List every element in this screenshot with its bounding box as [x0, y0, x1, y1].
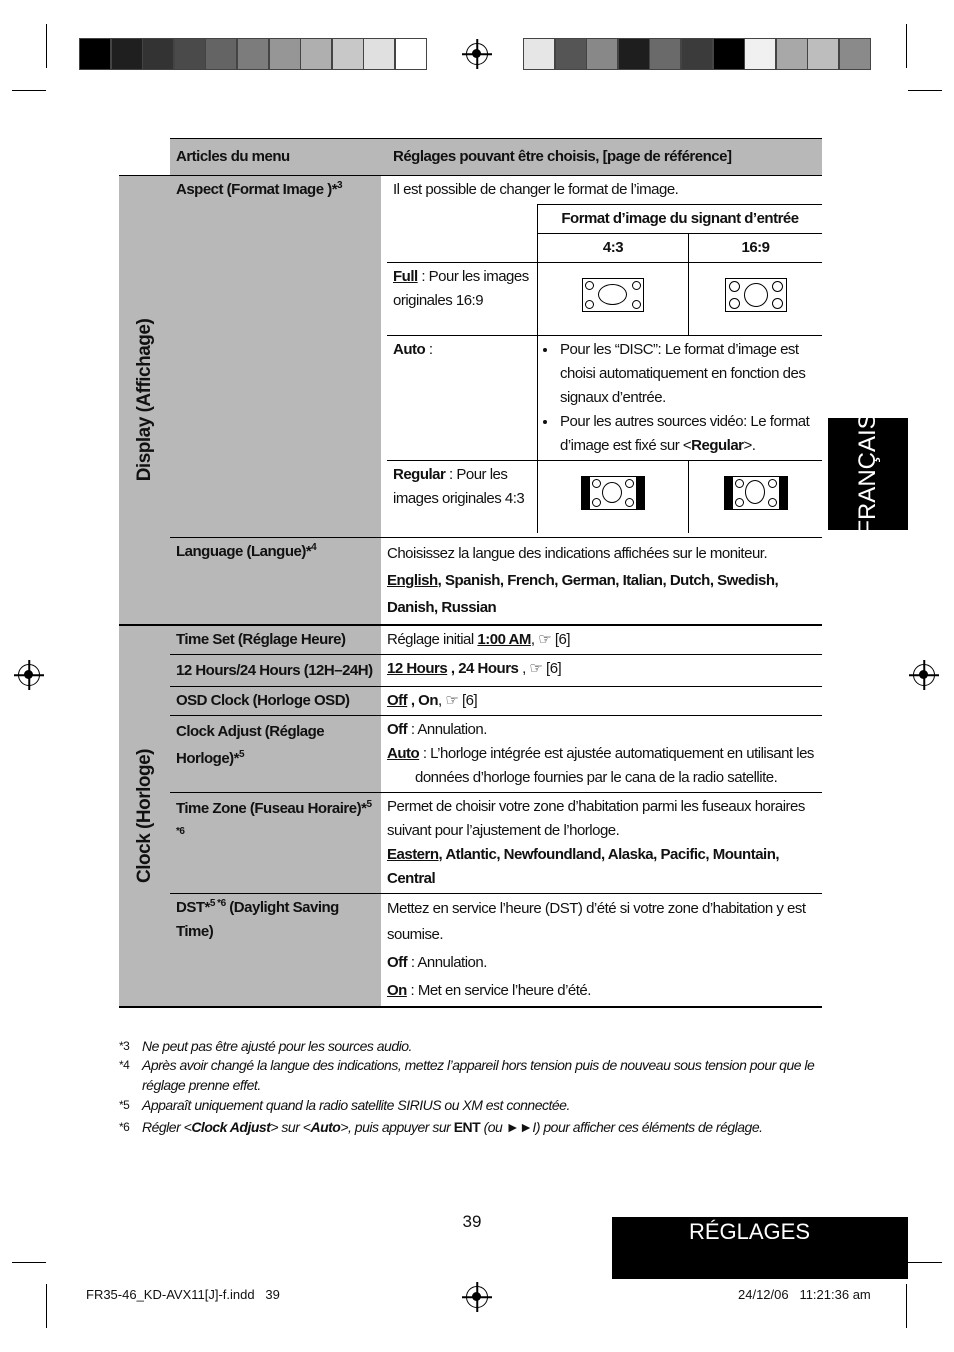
settings-table — [119, 138, 822, 1008]
color-swatch — [523, 38, 555, 70]
color-swatch — [681, 38, 713, 70]
table-row-time-set — [119, 625, 822, 655]
regular-16-9-screen-icon — [724, 476, 788, 510]
dst-settings: Mettez en service l’heure (DST) d’été si votre zone d’habitation y est soumise. Off : Annulation. On : Met en service l’heure d’été. — [381, 894, 822, 1008]
slug-date: 24/12/06 11:21:36 am — [738, 1287, 871, 1302]
registration-mark-icon — [466, 43, 488, 65]
osd-settings: Off , On, ☞ [6] — [381, 687, 822, 716]
crop-mark — [906, 24, 907, 68]
footnote-4: *4 Après avoir changé la langue des indications, mettez l’appareil hors tension puis de nouveau sous tension pour que le réglage prenne effet. — [119, 1057, 815, 1093]
header-menu-items: Articles du menu — [170, 139, 381, 176]
aspect-settings — [381, 176, 822, 538]
crop-mark — [12, 1262, 46, 1263]
time-zone-settings: Permet de choisir votre zone d’habitation parmi les fuseaux horaires suivant pour l’ajustement de l’horloge. Eastern, Atlantic, Newfoundland, Alaska, Pacific, Mountain, Central — [381, 793, 822, 894]
color-swatch — [807, 38, 839, 70]
color-swatch — [618, 38, 650, 70]
section-tab — [612, 1217, 908, 1279]
aspect-label: Aspect (Format Image )*$^3$ — [170, 176, 381, 538]
footnote-6: *6 Régler <Clock Adjust> sur <Auto>, puis appuyer sur ENT (ou ►►I) pour afficher ces éléments de réglage. — [119, 1119, 763, 1135]
footnote-3: *3 Ne peut pas être ajusté pour les sources audio. — [119, 1038, 412, 1054]
table-row-time-zone — [119, 793, 822, 894]
registration-mark-icon — [18, 664, 40, 686]
clock-adjust-settings: Off : Annulation. Auto : L’horloge intégrée est ajustée automatiquement en utilisant les données d’horloge fournies par le cana de la radio satellite. — [381, 716, 822, 793]
full-4-3-screen-icon — [582, 278, 644, 312]
crop-mark — [908, 90, 942, 91]
color-swatch — [395, 38, 427, 70]
table-row-dst — [119, 894, 822, 1008]
language-settings: Choisissez la langue des indications affichées sur le moniteur. English, Spanish, French, German, Italian, Dutch, Swedish, Danish, Russian — [381, 538, 822, 625]
hours-settings: 12 Hours , 24 Hours , ☞ [6] — [381, 655, 822, 687]
footnote-5: *5 Apparaît uniquement quand la radio satellite SIRIUS ou XM est connectée. — [119, 1097, 570, 1113]
color-swatch — [205, 38, 237, 70]
regular-4-3-screen-icon — [581, 476, 645, 510]
crop-mark — [906, 1284, 907, 1328]
table-row-osd — [119, 687, 822, 716]
auto-bullet-other: • Pour les autres sources vidéo: Le format d’image est fixé sur <Regular>. — [558, 410, 816, 458]
format-header: Format d’image du signant d’entrée — [538, 205, 823, 234]
row-auto — [387, 336, 822, 461]
hours-label: 12 Hours/24 Hours (12H–24H) — [170, 655, 381, 687]
color-swatch — [79, 38, 111, 70]
row-full — [387, 263, 822, 336]
section-clock-label: Clock (Horloge) — [133, 749, 155, 883]
row-regular — [387, 461, 822, 534]
color-swatch — [269, 38, 301, 70]
crop-mark — [46, 1284, 47, 1328]
crop-mark — [12, 90, 46, 91]
full-16-9-screen-icon — [725, 278, 787, 312]
aspect-intro: Il est possible de changer le format de l’image. — [393, 181, 679, 198]
table-row-hours — [119, 655, 822, 687]
auto-option: Auto : — [387, 336, 538, 461]
registration-mark-icon — [913, 664, 935, 686]
table-row-aspect — [119, 176, 822, 538]
color-swatch — [713, 38, 745, 70]
language-label: Language (Langue)*$^4$ — [170, 538, 381, 625]
time-set-label: Time Set (Réglage Heure) — [170, 625, 381, 655]
table-header-row — [119, 139, 822, 176]
dst-label: DST*$^{5 *6}$ (Daylight Saving Time) — [170, 894, 381, 1008]
color-swatch — [300, 38, 332, 70]
color-swatch — [555, 38, 587, 70]
table-row-clock-adjust — [119, 716, 822, 793]
section-clock — [119, 625, 170, 1007]
auto-bullet-disc: • Pour les “DISC”: Le format d’image est choisi automatiquement en fonction des signaux d’entrée. — [558, 338, 816, 410]
osd-label: OSD Clock (Horloge OSD) — [170, 687, 381, 716]
aspect-format-table — [387, 204, 822, 533]
crop-mark — [46, 24, 47, 68]
section-tab-label: RÉGLAGES — [688, 1219, 811, 1244]
color-swatch — [744, 38, 776, 70]
language-tab — [828, 413, 908, 535]
color-swatch — [237, 38, 269, 70]
regular-option: Regular : Pour les images originales 4:3 — [387, 461, 538, 534]
full-option: Full : Pour les images originales 16:9 — [387, 263, 538, 336]
color-swatch — [839, 38, 871, 70]
col-4-3: 4:3 — [538, 234, 689, 263]
section-display — [119, 176, 170, 626]
color-swatch — [776, 38, 808, 70]
color-swatch — [332, 38, 364, 70]
header-settings: Réglages pouvant être choisis, [page de référence] — [381, 139, 822, 176]
slug-file: FR35-46_KD-AVX11[J]-f.indd 39 — [86, 1287, 280, 1302]
language-tab-label: FRANÇAIS — [854, 413, 881, 535]
section-display-label: Display (Affichage) — [133, 318, 155, 482]
time-set-settings: Réglage initial 1:00 AM, ☞ [6] — [381, 625, 822, 655]
time-zone-label: Time Zone (Fuseau Horaire)*$^{5 *6}$ — [170, 793, 381, 894]
color-swatch — [363, 38, 395, 70]
crop-mark — [908, 1262, 942, 1263]
registration-mark-icon — [466, 1286, 488, 1308]
clock-adjust-label: Clock Adjust (Réglage Horloge)*$^5$ — [170, 716, 381, 793]
page-number: 39 — [462, 1212, 482, 1231]
table-row-language — [119, 538, 822, 625]
color-swatch — [142, 38, 174, 70]
color-swatch — [586, 38, 618, 70]
color-swatch — [111, 38, 143, 70]
col-16-9: 16:9 — [689, 234, 823, 263]
color-swatch — [174, 38, 206, 70]
color-swatch — [649, 38, 681, 70]
